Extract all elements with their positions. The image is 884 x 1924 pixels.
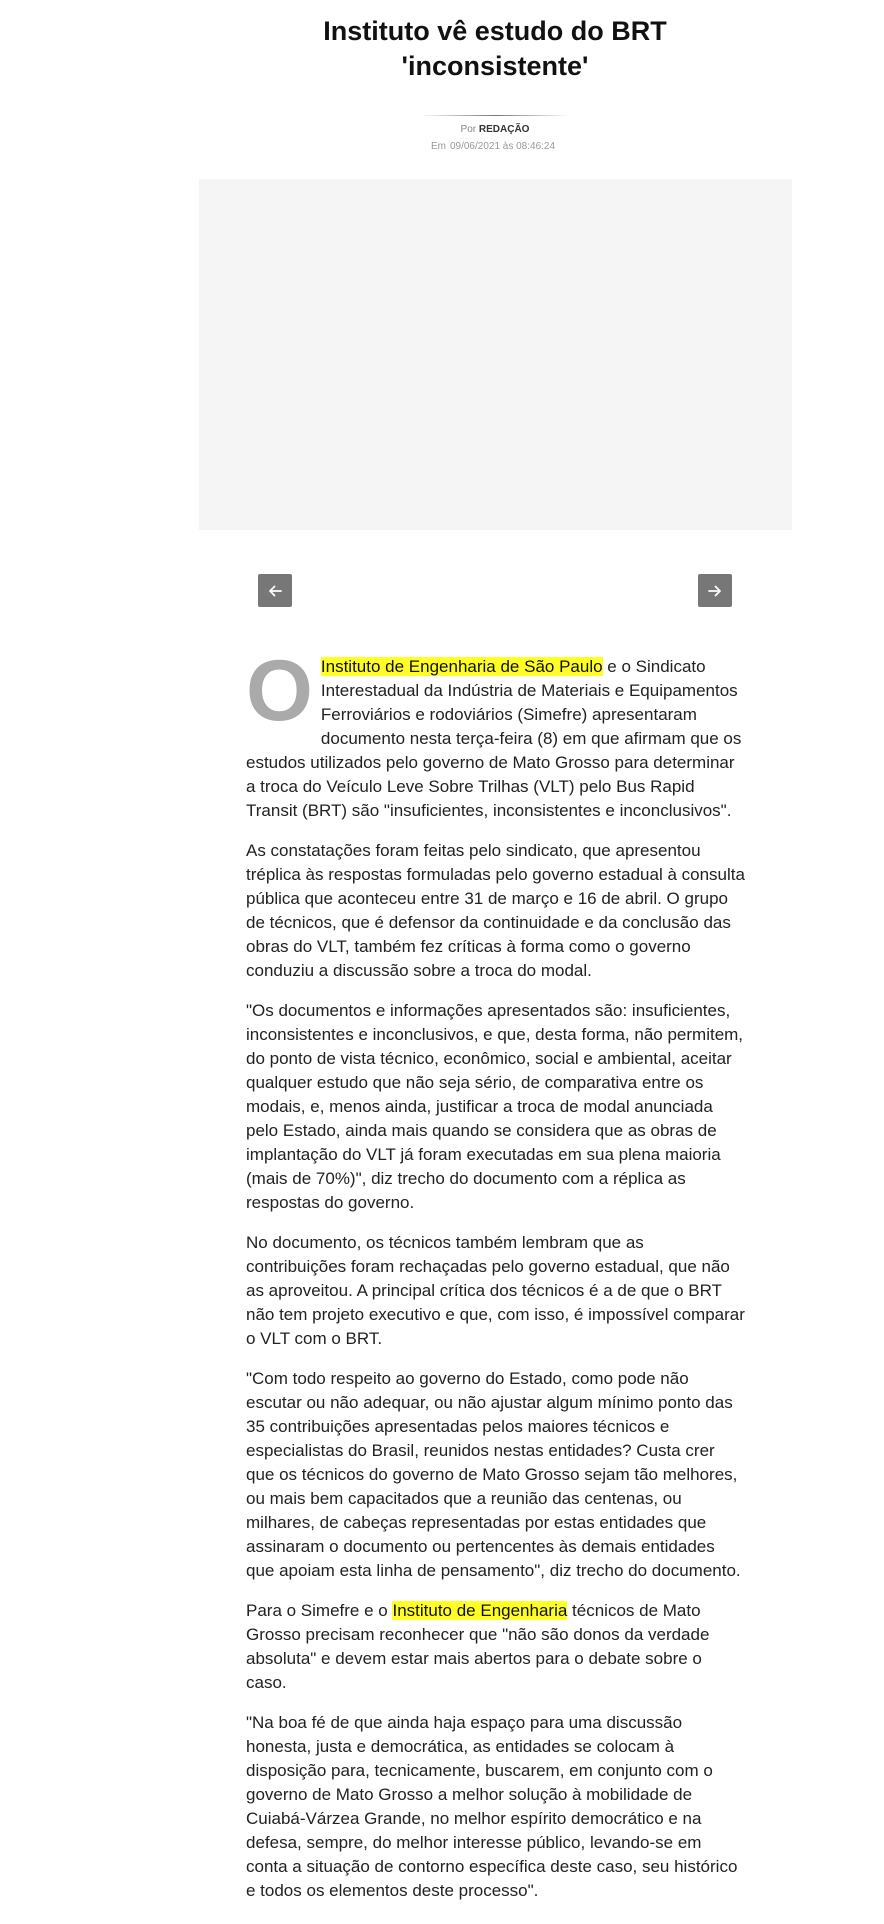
- paragraph-6-text-start: Para o Simefre e o: [246, 1601, 393, 1620]
- gallery-next-button[interactable]: [698, 574, 732, 607]
- date-prefix: Em: [430, 141, 446, 152]
- byline-prefix: Por: [460, 124, 477, 135]
- article-paragraph-3: "Os documentos e informações apresentados são: insuficientes, inconsistentes e inconclusivos, e que, desta forma, não permitem, do ponto de vista técnico, econômico, social e ambiental, aceitar qualquer estudo que não seja sério, de comparativa entre os modais, e, menos ainda, justificar a troca de modal anunciada pelo Estado, ainda mais quando se considera que as obras de implantação do VLT já foram executadas em sua plena maioria (mais de 70%)", diz trecho do documento com a réplica as respostas do governo.: [246, 1001, 744, 1212]
- publish-date: [380, 141, 610, 153]
- author-name[interactable]: REDAÇÃO: [478, 124, 530, 135]
- highlight-instituto[interactable]: Instituto de Engenharia: [392, 1601, 568, 1620]
- byline: [380, 124, 610, 136]
- article-title: Instituto vê estudo do BRT 'inconsistente': [323, 16, 667, 81]
- gallery-prev-button[interactable]: [258, 574, 292, 607]
- date-value: 09/06/2021 às 08:46:24: [449, 141, 556, 152]
- paragraph-6-text-end: técnicos de Mato Grosso precisam reconhecer que "não são donos da verdade absoluta" e devem estar mais abertos para o debate sobre o caso.: [246, 1601, 710, 1692]
- title-divider: [420, 115, 570, 116]
- arrow-right-icon: [708, 584, 722, 598]
- dropcap-letter: O: [246, 643, 313, 739]
- paragraph-1-text: e o Sindicato Interestadual da Indústria de Materiais e Equipamentos Ferroviários e rodoviários (Simefre) apresentaram documento nesta terça-feira (8) em que afirmam que os estudos utilizados pelo governo de Mato Grosso para determinar a troca do Veículo Leve Sobre Trilhas (VLT) pelo Bus Rapid Transit (BRT) são "insuficientes, inconsistentes e inconclusivos".: [246, 657, 742, 820]
- article-paragraph-7: "Na boa fé de que ainda haja espaço para uma discussão honesta, justa e democrática, as entidades se colocam à disposição para, tecnicamente, buscarem, em conjunto com o governo de Mato Grosso a melhor solução à mobilidade de Cuiabá-Várzea Grande, no melhor espírito democrático e na defesa, sempre, do melhor interesse público, levando-se em conta a situação de contorno específica deste caso, seu histórico e todos os elementos deste processo".: [246, 1713, 738, 1900]
- article-paragraph-2: As constatações foram feitas pelo sindicato, que apresentou tréplica às respostas formuladas pelo governo estadual à consulta pública que aconteceu entre 31 de março e 16 de abril. O grupo de técnicos, que é defensor da continuidade e da conclusão das obras do VLT, também fez críticas à forma como o governo conduziu a discussão sobre a troca do modal.: [246, 841, 745, 980]
- article-body: [246, 643, 746, 1919]
- arrow-left-icon: [268, 584, 282, 598]
- article-paragraph-4: No documento, os técnicos também lembram que as contribuições foram rechaçadas pelo governo estadual, que não as aproveitou. A principal crítica dos técnicos é a de que o BRT não tem projeto executivo e que, com isso, é impossível comparar o VLT com o BRT.: [246, 1233, 745, 1348]
- article-paragraph-1: [246, 643, 746, 823]
- image-gallery-placeholder[interactable]: [199, 179, 792, 530]
- article-paragraph-5: "Com todo respeito ao governo do Estado, como pode não escutar ou não adequar, ou não ajustar algum mínimo ponto das 35 contribuições apresentadas pelos maiores técnicos e especialistas do Brasil, reunidos nestas entidades? Custa crer que os técnicos do governo de Mato Grosso sejam tão melhores, ou mais bem capacitados que a reunião das centenas, ou milhares, de cabeças representadas por estas entidades que assinaram o documento ou pertencentes às demais entidades que apoiam esta linha de pensamento", diz trecho do documento.: [246, 1369, 741, 1580]
- article-paragraph-6: [246, 1599, 746, 1695]
- highlight-instituto-sp[interactable]: Instituto de Engenharia de São Paulo: [320, 657, 603, 676]
